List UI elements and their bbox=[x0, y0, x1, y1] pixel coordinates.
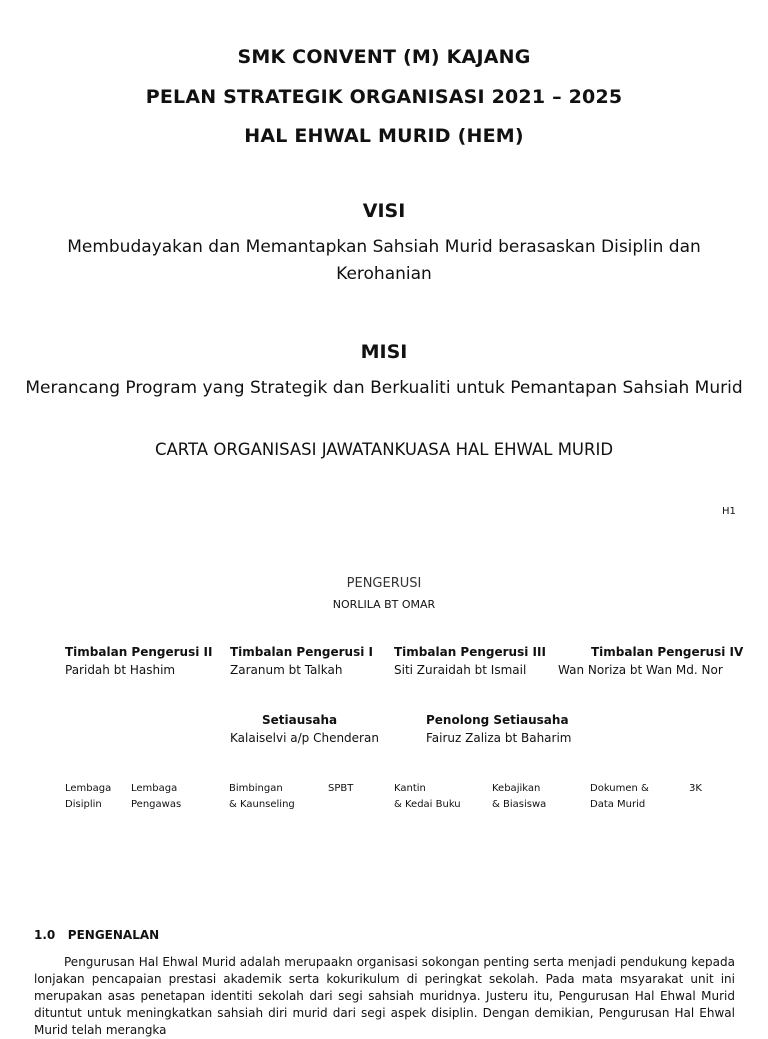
unit-lembaga-disiplin bbox=[65, 781, 111, 813]
unit-title: HAL EHWAL MURID (HEM) bbox=[244, 125, 524, 147]
setiausaha-title: Setiausaha bbox=[262, 713, 338, 727]
unit-line1: 3K bbox=[689, 783, 702, 794]
penolong-name: Fairuz Zaliza bt Baharim bbox=[426, 731, 572, 745]
timbalan-1-name: Zaranum bt Talkah bbox=[230, 663, 343, 677]
visi-text: Membudayakan dan Memantapkan Sahsiah Murid berasaskan Disiplin dan Kerohanian bbox=[67, 237, 701, 284]
school-name: SMK CONVENT (M) KAJANG bbox=[237, 46, 531, 68]
timbalan-2-title: Timbalan Pengerusi II bbox=[65, 645, 213, 659]
section-paragraph: Pengurusan Hal Ehwal Murid adalah merupaakn organisasi sokongan penting serta menjadi pendukung kepada lonjakan pencapaian prestasi akademik serta kokurikulum di peringkat sekolah. Pada mata msyarakat unit ini merupakan asas penetapan identiti sekolah dari segi sahsiah muridnya. Justeru itu, Pengurusan Hal Ehwal Murid dituntut untuk meningkatkan sahsiah diri murid dari segi aspek disiplin. Dengan demikian, Pengurusan Hal Ehwal Murid telah merangka bbox=[34, 955, 735, 1037]
visi-heading: VISI bbox=[362, 200, 406, 222]
timbalan-1-title: Timbalan Pengerusi I bbox=[230, 645, 373, 659]
unit-line2: Pengawas bbox=[131, 799, 182, 810]
timbalan-4-title: Timbalan Pengerusi IV bbox=[591, 645, 744, 659]
penolong-title: Penolong Setiausaha bbox=[426, 713, 569, 727]
timbalan-4-name: Wan Noriza bt Wan Md. Nor bbox=[558, 663, 723, 677]
unit-3k bbox=[689, 781, 702, 797]
unit-lembaga-pengawas bbox=[131, 781, 181, 813]
unit-line1: Dokumen & bbox=[590, 783, 649, 794]
timbalan-3-title: Timbalan Pengerusi III bbox=[394, 645, 546, 659]
pengerusi-name: NORLILA BT OMAR bbox=[332, 598, 436, 611]
timbalan-2-name: Paridah bt Hashim bbox=[65, 663, 176, 677]
setiausaha-name: Kalaiselvi a/p Chenderan bbox=[230, 731, 379, 745]
carta-title: CARTA ORGANISASI JAWATANKUASA HAL EHWAL MURID bbox=[154, 440, 614, 459]
section-heading: 1.0 PENGENALAN bbox=[34, 928, 160, 942]
unit-line2: Data Murid bbox=[590, 799, 646, 810]
plan-title: PELAN STRATEGIK ORGANISASI 2021 – 2025 bbox=[145, 86, 623, 108]
unit-kantin bbox=[394, 781, 461, 813]
unit-line1: Kantin bbox=[394, 783, 426, 794]
timbalan-3-name: Siti Zuraidah bt Ismail bbox=[394, 663, 527, 677]
unit-line1: Kebajikan bbox=[492, 783, 541, 794]
pengerusi-title: PENGERUSI bbox=[346, 576, 422, 591]
unit-line1: SPBT bbox=[328, 783, 354, 794]
unit-line1: Lembaga bbox=[131, 783, 178, 794]
unit-dokumen bbox=[590, 781, 649, 813]
unit-line2: & Kaunseling bbox=[229, 799, 295, 810]
misi-text: Merancang Program yang Strategik dan Berkualiti untuk Pemantapan Sahsiah Murid bbox=[25, 378, 743, 398]
unit-kebajikan bbox=[492, 781, 546, 813]
misi-heading: MISI bbox=[360, 341, 408, 363]
unit-line2: & Kedai Buku bbox=[394, 799, 461, 810]
unit-line1: Lembaga bbox=[65, 783, 112, 794]
unit-spbt bbox=[328, 781, 353, 797]
unit-bimbingan bbox=[229, 781, 295, 813]
unit-line2: Disiplin bbox=[65, 799, 102, 810]
unit-line1: Bimbingan bbox=[229, 783, 283, 794]
ref-code: H1 bbox=[722, 506, 736, 517]
unit-line2: & Biasiswa bbox=[492, 799, 547, 810]
